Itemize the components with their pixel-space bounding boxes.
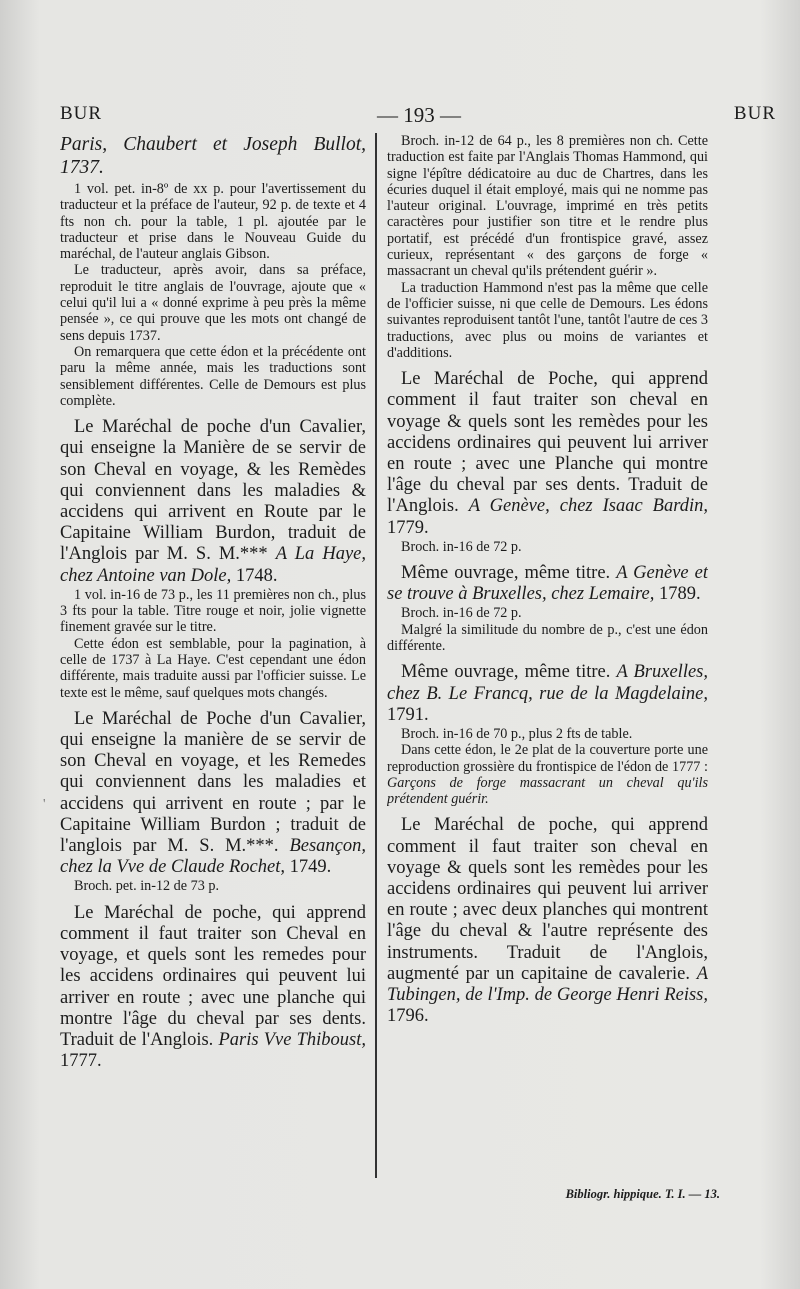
entry-title: Le Maréchal de Poche d'un Cavalier, qui enseigne la manière de se servir de son Cheval en voyage, et les Remedes qui conviennent dans les maladies et accidens qui arrivent en route ; par le Capitaine William Burdon ; traduit de l'anglois par M. S. M.***. Besançon, chez la Vve de Claude Rochet, 1749.: [60, 708, 366, 878]
entry-year: 1749.: [289, 857, 332, 878]
entry-description: Broch. in-16 de 70 p., plus 2 fts de table.: [401, 725, 633, 742]
left-column: [60, 133, 366, 1199]
entry-year: 1779.: [387, 517, 429, 538]
entry-imprint: Besançon, chez la Vve de Claude Rochet,: [60, 836, 366, 878]
entry-description: 1 vol. pet. in-8º de xx p. pour l'avertissement du traducteur et la préface de l'auteur, 92 p. de texte et 4 fts non ch. pour la table, 1 pl. ajoutée par le traducteur et prise dans le Nouveau Guide du maréchal, de l'auteur anglais Gibson.: [60, 181, 366, 263]
signature-footer: Bibliogr. hippique. T. I. — 13.: [565, 1187, 720, 1201]
entry-description: Broch. in-16 de 72 p.: [401, 538, 522, 555]
header-left-word: BUR: [60, 103, 103, 124]
running-header: [60, 103, 778, 129]
page-number: — 193 —: [377, 103, 461, 127]
entry-title: Le Maréchal de poche, qui apprend comment il faut traiter son Cheval en voyage, et quels sont les remedes pour les accidens ordinaires qui peuvent lui arriver en route ; avec une planche qui montre l'âge du cheval par ses dents. Traduit de l'Anglois. Paris Vve Thiboust, 1777.: [60, 902, 366, 1072]
entry-title: Le Maréchal de poche d'un Cavalier, qui enseigne la Manière de se servir de son Cheval en voyage, & les Remèdes qui conviennent dans les maladies & accidens qui arrivent en Route par le Capitaine William Burdon, traduit de l'Anglois par M. S. M.*** A La Haye, chez Antoine van Dole, 1748.: [60, 417, 366, 586]
entry-imprint: A La Haye, chez Antoine van Dole,: [60, 544, 366, 586]
continued-imprint: Paris, Chaubert et Joseph Bullot, 1737.: [60, 134, 366, 178]
entry-note: La traduction Hammond n'est pas la même que celle de l'officier suisse, ni que celle de Demours. Les édons suivantes reproduisent tantôt l'une, tantôt l'autre de ces 3 traductions, avec plus ou moins de variantes et d'additions.: [387, 279, 708, 361]
entry-title: Même ouvrage, même titre. A Genève et se trouve à Bruxelles, chez Lemaire, 1789.: [387, 563, 708, 605]
entry-year: 1789.: [658, 584, 701, 605]
entry-imprint: A Tubingen, de l'Imp. de George Henri Reiss,: [387, 963, 708, 1006]
entry-note: Cette édon est semblable, pour la pagination, à celle de 1737 à La Haye. C'est cependant une édon différente, mais traduite aussi par l'officier suisse. Le texte est le même, sauf quelques mots changés.: [60, 635, 366, 701]
entry-imprint: A Bruxelles, chez B. Le Francq, rue de la Magdelaine,: [387, 662, 708, 704]
margin-mark: ': [43, 797, 46, 812]
column-divider: [375, 133, 377, 1178]
entry-title: Le Maréchal de Poche, qui apprend comment il faut traiter son cheval en voyage & quels sont les remèdes pour les accidens ordinaires qui peuvent lui arriver en route ; avec une Planche qui montre l'âge du cheval par ses dents. Traduit de l'Anglois. A Genève, chez Isaac Bardin, 1779.: [387, 369, 708, 538]
entry-imprint: A Genève et se trouve à Bruxelles, chez Lemaire,: [387, 563, 708, 605]
entry-note-italic: Garçons de forge massacrant un cheval qu'ils prétendent guérir.: [387, 774, 708, 808]
entry-description: Broch. pet. in-12 de 73 p.: [74, 878, 219, 895]
entry-note: Malgré la similitude du nombre de p., c'est une édon différente.: [387, 621, 708, 655]
entry-year: 1796.: [387, 1006, 429, 1027]
entry-title: Même ouvrage, même titre. A Bruxelles, chez B. Le Francq, rue de la Magdelaine, 1791.: [387, 662, 708, 725]
entry-year: 1748.: [235, 565, 278, 586]
entry-year: 1791.: [387, 704, 429, 725]
entry-imprint: A Genève, chez Isaac Bardin,: [468, 496, 708, 517]
header-right-word: BUR: [733, 103, 776, 124]
entry-note: Le traducteur, après avoir, dans sa préface, reproduit le titre anglais de l'ouvrage, ajoute que « celui qu'il lui a « donné exprime à peu près la même pensée », ce qui prouve que les mots ont changé de sens depuis 1737.: [60, 262, 366, 344]
entry-imprint: Paris Vve Thiboust,: [218, 1030, 366, 1050]
entry-year: 1777.: [60, 1051, 102, 1072]
entry-note: Dans cette édon, le 2e plat de la couverture porte une reproduction grossière du frontispice de l'édon de 1777 : Garçons de forge massacrant un cheval qu'ils prétendent guérir.: [387, 742, 708, 808]
entry-description: Broch. in-16 de 72 p.: [401, 605, 522, 622]
entry-note: On remarquera que cette édon et la précédente ont paru la même année, mais les traductions sont sensiblement différentes. Celle de Demours est plus complète.: [60, 343, 366, 409]
entry-description: Broch. in-12 de 64 p., les 8 premières non ch. Cette traduction est faite par l'Anglais Thomas Hammond, qui signe l'épître dédicatoire au duc de Chartres, dans les écuries duquel il était employé, mais qui ne nomme pas l'auteur original. L'ouvrage, imprimé en très petits caractères pour justifier son titre et le rendre plus portatif, est précédé d'un frontispice gravé, assez curieux, représentant « des garçons de forge « massacrant un cheval qu'ils prétendent guérir ».: [387, 133, 708, 280]
right-column: [387, 133, 708, 1199]
entry-description: 1 vol. in-16 de 73 p., les 11 premières non ch., plus 3 fts pour la table. Titre rouge et noir, jolie vignette finement gravée sur le titre.: [60, 586, 366, 636]
entry-title: Le Maréchal de poche, qui apprend comment il faut traiter son cheval en voyage & quels sont les remèdes pour les accidens ordinaires qui peuvent lui arriver en route ; avec deux planches qui montrent l'âge du cheval & l'autre représente des instruments. Traduit de l'Anglois, augmenté par un capitaine de cavalerie. A Tubingen, de l'Imp. de George Henri Reiss, 1796.: [387, 815, 708, 1027]
